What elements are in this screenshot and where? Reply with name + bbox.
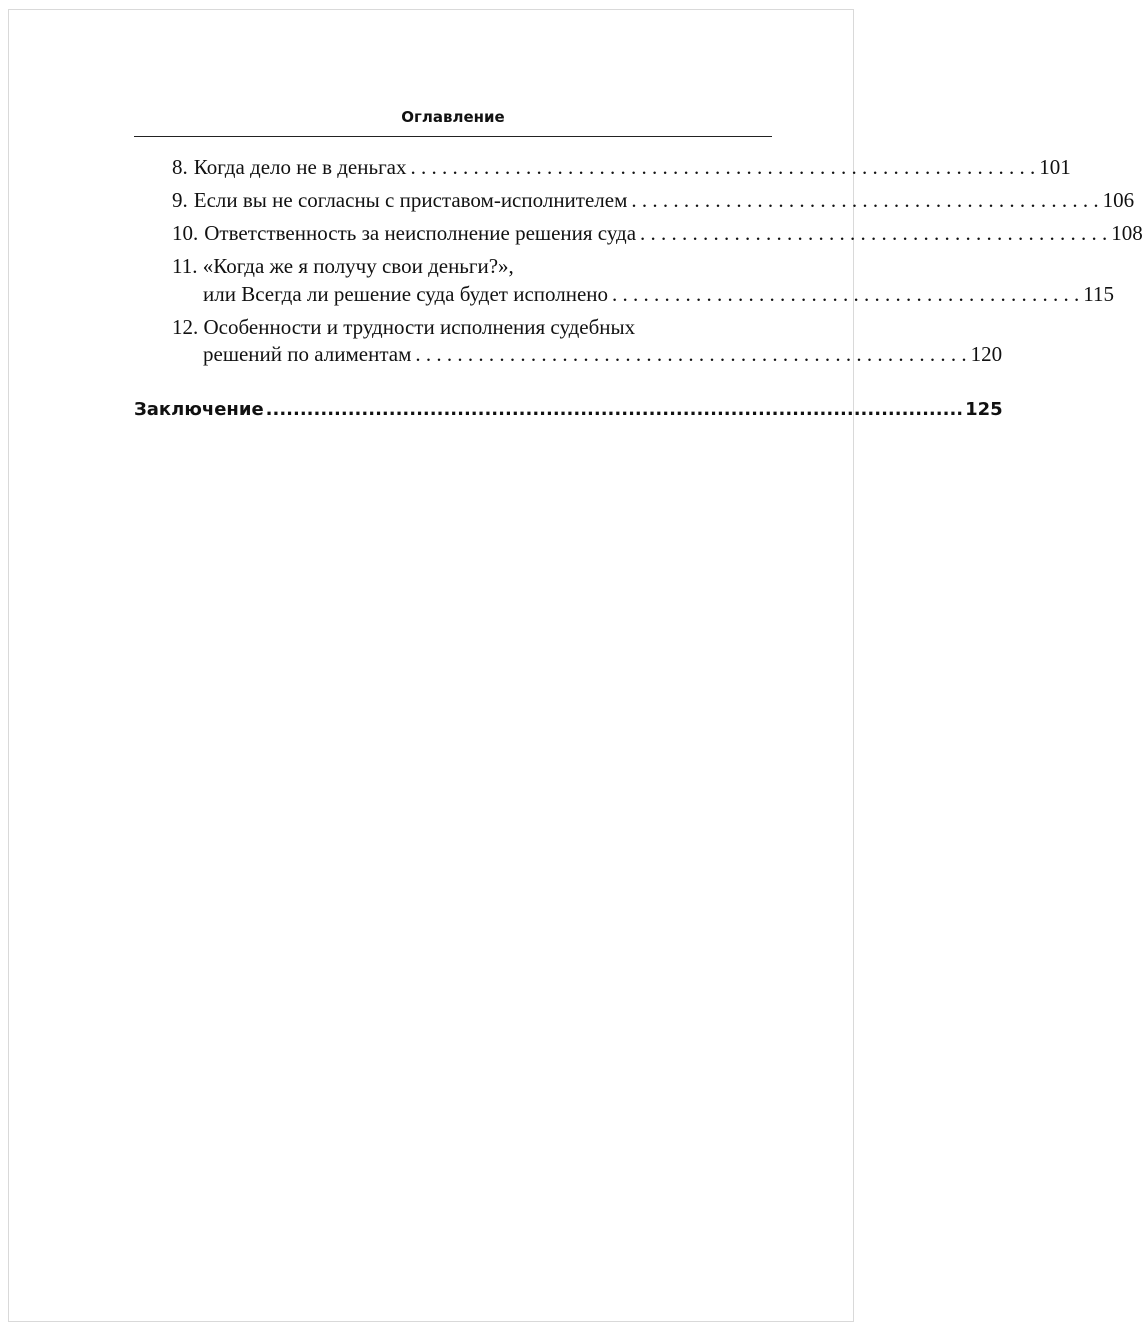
toc-entry-page: 106 bbox=[1102, 188, 1135, 212]
toc-entry-title: «Когда же я получу свои деньги?», bbox=[202, 254, 514, 278]
page-header: Оглавление bbox=[401, 108, 505, 126]
toc-entry-12-line1 bbox=[172, 313, 635, 341]
toc-conclusion-page: 125 bbox=[965, 399, 1003, 420]
toc-entry-8 bbox=[172, 153, 1071, 181]
leader-dots: ...................................................................................................... bbox=[265, 399, 964, 420]
toc-entry-page: 120 bbox=[970, 342, 1003, 366]
leader-dots: . . . . . . . . . . . . . . . . . . . . . . . . . . . . . . . . . . . . . . . . . . . . . bbox=[640, 221, 1108, 245]
toc-entry-9 bbox=[172, 186, 1135, 214]
toc-conclusion-title: Заключение bbox=[134, 399, 264, 420]
toc-entry-11-line2 bbox=[203, 280, 1115, 308]
toc-entry-page: 108 bbox=[1111, 221, 1143, 245]
toc-entry-title: Если вы не согласны с приставом-исполнителем bbox=[193, 188, 628, 212]
leader-dots: . . . . . . . . . . . . . . . . . . . . . . . . . . . . . . . . . . . . . . . . . . . . . . . . . . . . . bbox=[415, 342, 967, 366]
toc-entry-number: 8. bbox=[172, 155, 188, 179]
leader-dots: . . . . . . . . . . . . . . . . . . . . . . . . . . . . . . . . . . . . . . . . . . . . . bbox=[612, 282, 1080, 306]
toc-entry-number: 11. bbox=[172, 254, 198, 278]
toc-entry-number: 10. bbox=[172, 221, 199, 245]
toc-entry-title: Особенности и трудности исполнения судебных bbox=[203, 315, 636, 339]
toc-entry-12-line2 bbox=[203, 340, 1003, 368]
toc-entry-title: Когда дело не в деньгах bbox=[193, 155, 407, 179]
toc-entry-number: 9. bbox=[172, 188, 188, 212]
toc-entry-title: решений по алиментам bbox=[203, 342, 412, 366]
toc-entry-11-line1 bbox=[172, 252, 514, 280]
toc-entry-page: 115 bbox=[1083, 282, 1115, 306]
toc-entry-number: 12. bbox=[172, 315, 199, 339]
toc-conclusion bbox=[134, 396, 1003, 424]
leader-dots: . . . . . . . . . . . . . . . . . . . . . . . . . . . . . . . . . . . . . . . . . . . . . bbox=[631, 188, 1099, 212]
leader-dots: . . . . . . . . . . . . . . . . . . . . . . . . . . . . . . . . . . . . . . . . . . . . . . . . . . . . . . . . . . . . bbox=[410, 155, 1036, 179]
toc-entry-page: 101 bbox=[1039, 155, 1071, 179]
toc-entry-title: или Всегда ли решение суда будет исполнено bbox=[203, 282, 609, 306]
toc-entry-10 bbox=[172, 219, 1143, 247]
toc-entry-title: Ответственность за неисполнение решения суда bbox=[204, 221, 637, 245]
